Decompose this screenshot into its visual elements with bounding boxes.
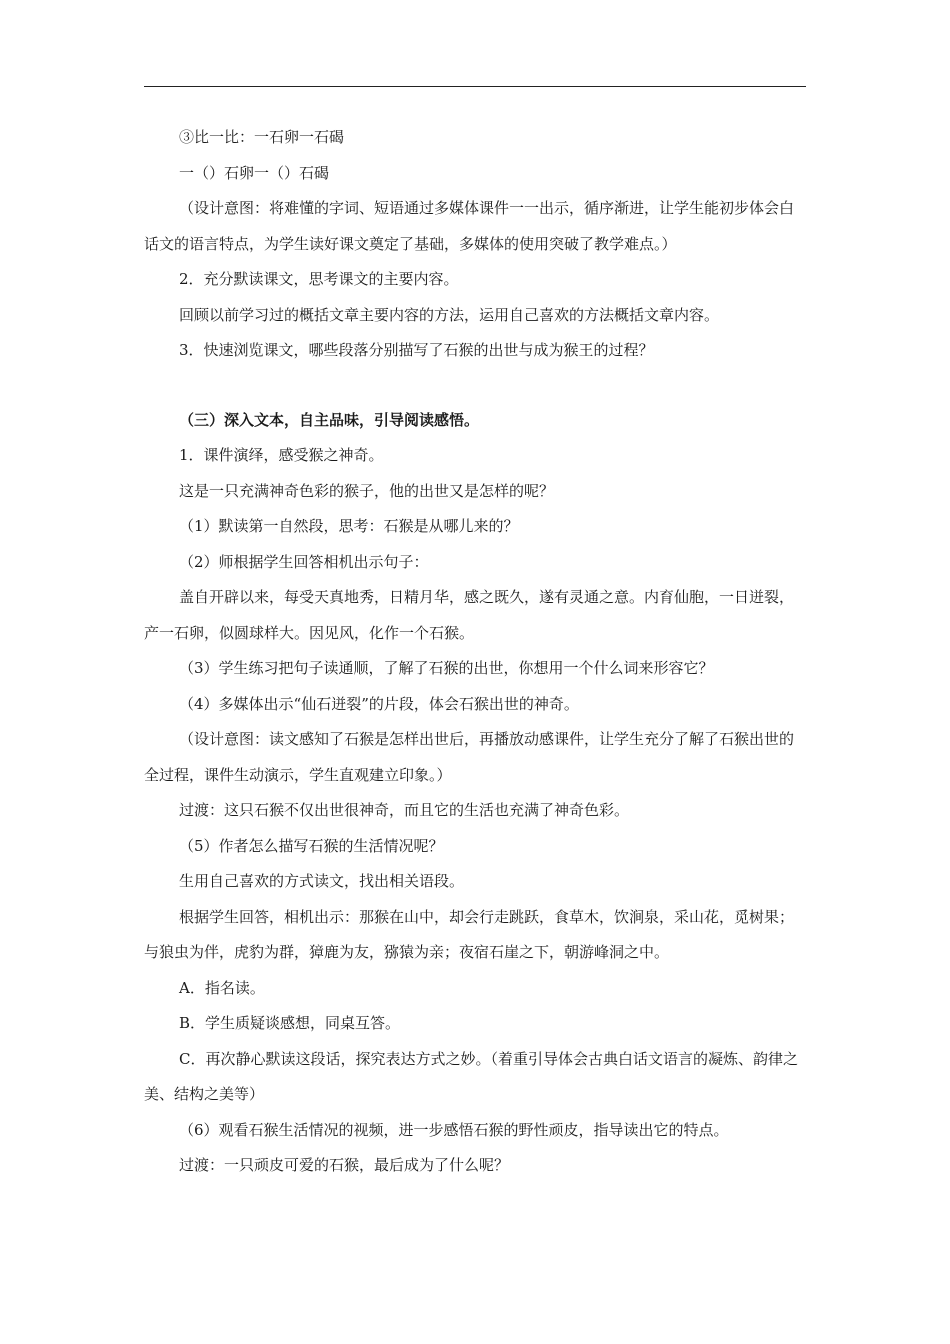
paragraph: 生用自己喜欢的方式读文，找出相关语段。 (179, 872, 465, 890)
paragraph: 过渡：这只石猴不仅出世很神奇，而且它的生活也充满了神奇色彩。 (179, 801, 630, 819)
paragraph: （6）观看石猴生活情况的视频，进一步感悟石猴的野性顽皮，指导读出它的特点。 (179, 1120, 729, 1139)
section-heading: （三）深入文本，自主品味，引导阅读感悟。 (179, 410, 480, 429)
paragraph: 一（）石卵一（）石碣 (179, 163, 330, 182)
list-item: B．学生质疑谈感想，同桌互答。 (179, 1014, 401, 1032)
paragraph: （3）学生练习把句子读通顺，了解了石猴的出世，你想用一个什么词来形容它？ (179, 659, 714, 677)
list-item: C．再次静心默读这段话，探究表达方式之妙。（着重引导体会古典白话文语言的凝炼、韵律之美、结构之美等） (144, 1049, 798, 1103)
paragraph: ③比一比：一石卵一石碣 (179, 128, 345, 146)
paragraph: 回顾以前学习过的概括文章主要内容的方法，运用自己喜欢的方法概括文章内容。 (179, 305, 720, 324)
paragraph: （设计意图：读文感知了石猴是怎样出世后，再播放动感课件，让学生充分了解了石猴出世的全过程，课件生动演示，学生直观建立印象。） (144, 730, 795, 784)
paragraph: （5）作者怎么描写石猴的生活情况呢？ (179, 836, 444, 855)
paragraph: 1．课件演绎，感受猴之神奇。 (179, 446, 384, 464)
header-rule (144, 86, 806, 87)
quoted-passage: 盖自开辟以来，每受天真地秀，日精月华，感之既久，遂有灵通之意。内育仙胞，一日迸裂，产一石卵，似圆球样大。因见风，化作一个石猴。 (144, 588, 795, 642)
document-body (144, 120, 806, 1184)
paragraph: （1）默读第一自然段，思考：石猴是从哪儿来的？ (179, 517, 519, 535)
paragraph: 3．快速浏览课文，哪些段落分别描写了石猴的出世与成为猴王的过程？ (179, 341, 654, 359)
paragraph: （2）师根据学生回答相机出示句子： (179, 552, 429, 571)
paragraph: （4）多媒体出示“仙石迸裂”的片段，体会石猴出世的神奇。 (179, 694, 579, 713)
section-gap (144, 369, 806, 403)
paragraph: （设计意图：将难懂的字词、短语通过多媒体课件一一出示，循序渐进，让学生能初步体会白话文的语言特点，为学生读好课文奠定了基础，多媒体的使用突破了教学难点。） (144, 199, 795, 253)
paragraph: 这是一只充满神奇色彩的猴子，他的出世又是怎样的呢？ (179, 481, 555, 500)
list-item: A．指名读。 (179, 978, 265, 997)
paragraph: 过渡：一只顽皮可爱的石猴，最后成为了什么呢？ (179, 1156, 510, 1174)
paragraph: 2．充分默读课文，思考课文的主要内容。 (179, 270, 459, 288)
quoted-passage: 根据学生回答，相机出示：那猴在山中，却会行走跳跃，食草木，饮涧泉，采山花，觅树果；与狼虫为伴，虎豹为群，獐鹿为友，猕猿为亲；夜宿石崖之下，朝游峰洞之中。 (144, 907, 795, 961)
